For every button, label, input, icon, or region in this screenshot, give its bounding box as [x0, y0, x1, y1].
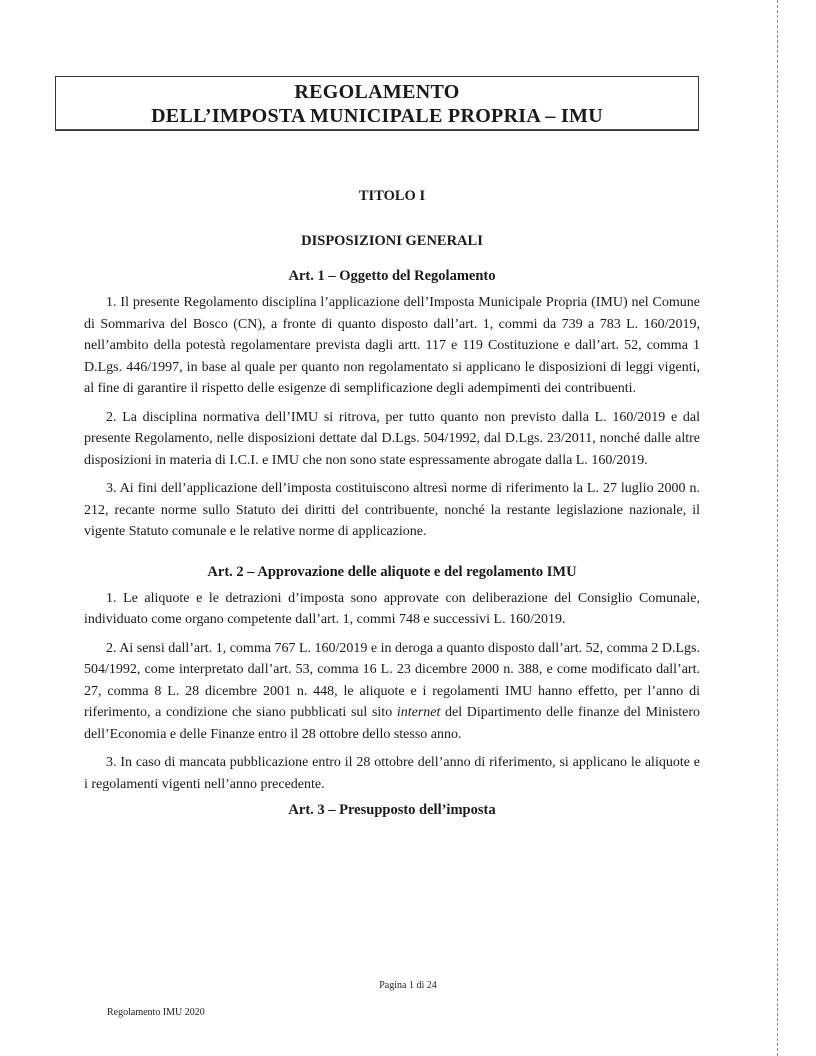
title-line-2: DELL’IMPOSTA MUNICIPALE PROPRIA – IMU [151, 105, 603, 127]
document-footer-label: Regolamento IMU 2020 [107, 1007, 205, 1018]
title-line-1: REGOLAMENTO [294, 81, 460, 103]
art2-paragraph-3: 3. In caso di mancata pubblicazione entro il 28 ottobre dell’anno di riferimento, si applicano le aliquote e i regolamenti vigenti nell’anno precedente. [84, 755, 700, 792]
titolo-heading: TITOLO I [358, 188, 426, 204]
document-body [84, 188, 700, 826]
art1-paragraph-2: 2. La disciplina normativa dell’IMU si ritrova, per tutto quanto non previsto dalla L. 160/2019 e dal presente Regolamento, nelle disposizioni dettate dal D.Lgs. 504/1992, dal D.Lgs. 23/2011, nonché dalle altre disposizioni in materia di I.C.I. e IMU che non sono state espressamente abrogate dalla L. 160/2019. [84, 409, 700, 468]
art1-paragraph-3: 3. Ai fini dell’applicazione dell’imposta costituiscono altresì norme di riferimento la L. 27 luglio 2000 n. 212, recante norme sullo Statuto dei diritti del contribuente, nonché la restante legislazione nazionale, il vigente Statuto comunale e le relative norme di applicazione. [84, 481, 700, 539]
page-number: Pagina 1 di 24 [379, 980, 437, 991]
scan-edge-line [776, 0, 778, 1056]
document-title-box [55, 76, 699, 131]
title-underline [55, 129, 699, 130]
art1-heading: Art. 1 – Oggetto del Regolamento [288, 268, 496, 284]
art2-p2-text-b: del Dipartimento delle finanze del Ministero dell’Economia e delle Finanze entro il 28 ottobre dello stesso anno. [84, 705, 701, 742]
section-heading: DISPOSIZIONI GENERALI [301, 233, 483, 249]
art1-paragraph-1: 1. Il presente Regolamento disciplina l’applicazione dell’Imposta Municipale Propria (IMU) nel Comune di Sommariva del Bosco (CN), a fronte di quanto disposto dall’art. 1, commi da 739 a 783 L. 160/2019, nell’ambito della potestà regolamentare prevista dagli artt. 117 e 119 Costituzione e dall’art. 52, comma 1 D.Lgs. 446/1997, in base al quale per quanto non regolamentato si applicano le disposizioni di leggi vigenti, al fine di garantire il rispetto delle esigenze di semplificazione degli adempimenti dei contribuenti. [84, 295, 700, 396]
art2-paragraph-2 [84, 638, 700, 746]
art3-heading: Art. 3 – Presupposto dell’imposta [288, 802, 496, 818]
art2-paragraph-1: 1. Le aliquote e le detrazioni d’imposta sono approvate con deliberazione del Consiglio Comunale, individuato come organo competente dall’art. 1, commi 748 e successivi L. 160/2019. [84, 590, 700, 627]
art2-heading: Art. 2 – Approvazione delle aliquote e del regolamento IMU [207, 563, 577, 580]
art2-p2-text-a: 2. Ai sensi dall’art. 1, comma 767 L. 160/2019 e in deroga a quanto disposto dall’art. 52, comma 2 D.Lgs. 504/1992, come interpretato dall’art. 53, comma 16 L. 23 dicembre 2000 n. 388, e come modificato dall’art. 27, comma 8 L. 28 dicembre 2001 n. 448, le aliquote e i regolamenti IMU hanno effetto, per l’anno di riferimento, a condizione che siano pubblicati sul sito [84, 640, 700, 720]
art2-p2-italic: internet [396, 705, 441, 720]
